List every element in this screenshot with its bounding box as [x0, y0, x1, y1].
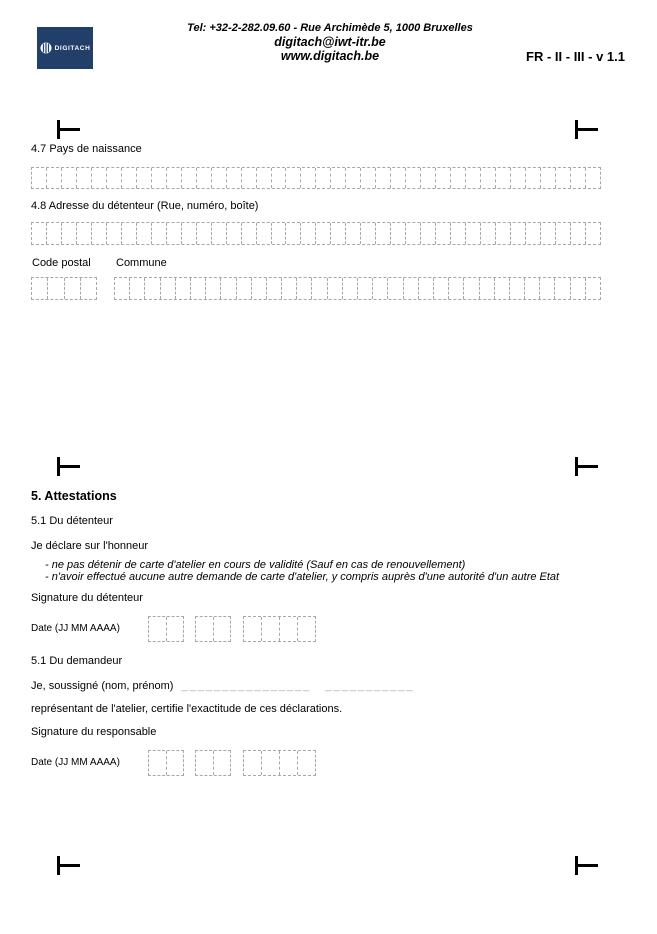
char-cell[interactable]	[92, 223, 107, 244]
char-cell[interactable]	[161, 278, 176, 299]
char-cell[interactable]	[343, 278, 358, 299]
char-cell[interactable]	[280, 617, 298, 641]
char-cell[interactable]	[77, 168, 92, 188]
char-cell[interactable]	[586, 168, 600, 188]
char-cell[interactable]	[122, 223, 137, 244]
char-cell[interactable]	[481, 223, 496, 244]
char-cell[interactable]	[32, 278, 48, 299]
comb-field-adresse[interactable]	[31, 222, 601, 245]
char-cell[interactable]	[331, 168, 346, 188]
char-cell[interactable]	[511, 168, 526, 188]
signature-responsable-label: Signature du responsable	[31, 726, 157, 738]
field-label-adresse: 4.8 Adresse du détenteur (Rue, numéro, boîte)	[31, 200, 259, 212]
char-cell[interactable]	[316, 223, 331, 244]
char-cell[interactable]	[167, 168, 182, 188]
char-cell[interactable]	[496, 168, 511, 188]
char-cell[interactable]	[176, 278, 191, 299]
char-cell[interactable]	[182, 223, 197, 244]
char-cell[interactable]	[167, 617, 184, 641]
char-cell[interactable]	[242, 168, 257, 188]
date-year-field-detenteur[interactable]	[243, 616, 316, 642]
char-cell[interactable]	[466, 223, 481, 244]
char-cell[interactable]	[196, 617, 214, 641]
char-cell[interactable]	[237, 278, 252, 299]
char-cell[interactable]	[361, 223, 376, 244]
char-cell[interactable]	[391, 168, 406, 188]
date-month-field-demandeur[interactable]	[195, 750, 231, 776]
name-prefix-label: Je, soussigné (nom, prénom)	[31, 680, 174, 692]
char-cell[interactable]	[496, 223, 511, 244]
char-cell[interactable]	[197, 223, 212, 244]
char-cell[interactable]	[48, 278, 64, 299]
char-cell[interactable]	[376, 168, 391, 188]
crop-mark-top-right	[575, 120, 598, 139]
char-cell[interactable]	[115, 278, 130, 299]
char-cell[interactable]	[267, 278, 282, 299]
char-cell[interactable]	[449, 278, 464, 299]
char-cell[interactable]	[312, 278, 327, 299]
form-version-code: FR - II - III - v 1.1	[526, 49, 625, 64]
char-cell[interactable]	[526, 168, 541, 188]
char-cell[interactable]	[388, 278, 403, 299]
char-cell[interactable]	[525, 278, 540, 299]
char-cell[interactable]	[571, 278, 586, 299]
char-cell[interactable]	[286, 223, 301, 244]
char-cell[interactable]	[297, 278, 312, 299]
char-cell[interactable]	[191, 278, 206, 299]
crop-mark-bottom-right	[575, 856, 598, 875]
char-cell[interactable]	[346, 223, 361, 244]
char-cell[interactable]	[404, 278, 419, 299]
char-cell[interactable]	[252, 278, 267, 299]
char-cell[interactable]	[526, 223, 541, 244]
char-cell[interactable]	[571, 223, 586, 244]
char-cell[interactable]	[466, 168, 481, 188]
char-cell[interactable]	[137, 168, 152, 188]
char-cell[interactable]	[212, 168, 227, 188]
char-cell[interactable]	[391, 223, 406, 244]
crop-mark-bottom-left	[57, 856, 80, 875]
name-write-in-area-1[interactable]: ________________	[181, 680, 312, 692]
char-cell[interactable]	[511, 223, 526, 244]
char-cell[interactable]	[137, 223, 152, 244]
char-cell[interactable]	[406, 168, 421, 188]
char-cell[interactable]	[541, 168, 556, 188]
char-cell[interactable]	[107, 168, 122, 188]
char-cell[interactable]	[331, 223, 346, 244]
char-cell[interactable]	[47, 168, 62, 188]
comb-field-commune[interactable]	[114, 277, 601, 300]
char-cell[interactable]	[436, 168, 451, 188]
char-cell[interactable]	[495, 278, 510, 299]
date-year-field-demandeur[interactable]	[243, 750, 316, 776]
char-cell[interactable]	[62, 223, 77, 244]
char-cell[interactable]	[451, 168, 466, 188]
char-cell[interactable]	[282, 278, 297, 299]
char-cell[interactable]	[107, 223, 122, 244]
declaration-item-1: - ne pas détenir de carte d'atelier en cours de validité (Sauf en cas de renouvellement)	[45, 559, 466, 571]
char-cell[interactable]	[419, 278, 434, 299]
subsection-du-demandeur: 5.1 Du demandeur	[31, 655, 123, 667]
char-cell[interactable]	[451, 223, 466, 244]
field-label-pays-naissance: 4.7 Pays de naissance	[31, 143, 142, 155]
char-cell[interactable]	[244, 617, 262, 641]
char-cell[interactable]	[298, 751, 315, 775]
char-cell[interactable]	[434, 278, 449, 299]
char-cell[interactable]	[65, 278, 81, 299]
section-title-attestations: 5. Attestations	[31, 489, 117, 503]
char-cell[interactable]	[272, 223, 287, 244]
char-cell[interactable]	[167, 223, 182, 244]
char-cell[interactable]	[556, 168, 571, 188]
subsection-du-detenteur: 5.1 Du détenteur	[31, 515, 113, 527]
char-cell[interactable]	[280, 751, 298, 775]
comb-field-code-postal[interactable]	[31, 277, 97, 300]
char-cell[interactable]	[32, 223, 47, 244]
comb-field-pays-naissance[interactable]	[31, 167, 601, 189]
char-cell[interactable]	[182, 168, 197, 188]
char-cell[interactable]	[272, 168, 287, 188]
char-cell[interactable]	[586, 223, 600, 244]
char-cell[interactable]	[586, 278, 600, 299]
char-cell[interactable]	[206, 278, 221, 299]
char-cell[interactable]	[301, 168, 316, 188]
char-cell[interactable]	[122, 168, 137, 188]
tachograph-disc-icon	[40, 42, 52, 54]
certify-statement: représentant de l'atelier, certifie l'exactitude de ces déclarations.	[31, 703, 343, 715]
char-cell[interactable]	[373, 278, 388, 299]
char-cell[interactable]	[212, 223, 227, 244]
crop-mark-top-left	[57, 120, 80, 139]
char-cell[interactable]	[167, 751, 184, 775]
date-label-demandeur: Date (JJ MM AAAA)	[31, 757, 120, 768]
char-cell[interactable]	[221, 278, 236, 299]
char-cell[interactable]	[77, 223, 92, 244]
char-cell[interactable]	[541, 223, 556, 244]
char-cell[interactable]	[555, 278, 570, 299]
char-cell[interactable]	[301, 223, 316, 244]
date-day-field-detenteur[interactable]	[148, 616, 184, 642]
char-cell[interactable]	[227, 223, 242, 244]
char-cell[interactable]	[464, 278, 479, 299]
char-cell[interactable]	[316, 168, 331, 188]
char-cell[interactable]	[149, 617, 167, 641]
char-cell[interactable]	[81, 278, 96, 299]
char-cell[interactable]	[262, 751, 280, 775]
char-cell[interactable]	[358, 278, 373, 299]
name-write-in-line	[31, 680, 415, 692]
char-cell[interactable]	[346, 168, 361, 188]
char-cell[interactable]	[262, 617, 280, 641]
char-cell[interactable]	[436, 223, 451, 244]
header-email: digitach@iwt-itr.be	[274, 35, 386, 49]
char-cell[interactable]	[556, 223, 571, 244]
char-cell[interactable]	[214, 751, 231, 775]
char-cell[interactable]	[32, 168, 47, 188]
logo-text: DIGITACH	[54, 44, 91, 52]
declaration-item-2: - n'avoir effectué aucune autre demande de carte d'atelier, y compris auprès d'une autorité d'un autre Etat	[45, 571, 560, 583]
char-cell[interactable]	[149, 751, 167, 775]
char-cell[interactable]	[92, 168, 107, 188]
char-cell[interactable]	[244, 751, 262, 775]
char-cell[interactable]	[227, 168, 242, 188]
char-cell[interactable]	[197, 168, 212, 188]
char-cell[interactable]	[361, 168, 376, 188]
char-cell[interactable]	[62, 168, 77, 188]
field-label-commune: Commune	[116, 257, 167, 269]
char-cell[interactable]	[376, 223, 391, 244]
char-cell[interactable]	[480, 278, 495, 299]
char-cell[interactable]	[152, 223, 167, 244]
char-cell[interactable]	[257, 168, 272, 188]
char-cell[interactable]	[328, 278, 343, 299]
crop-mark-middle-right	[575, 457, 598, 476]
char-cell[interactable]	[571, 168, 586, 188]
char-cell[interactable]	[298, 617, 315, 641]
char-cell[interactable]	[421, 168, 436, 188]
name-write-in-area-2[interactable]: ___________	[325, 680, 415, 692]
declaration-intro: Je déclare sur l'honneur	[31, 540, 149, 552]
header-website: www.digitach.be	[280, 49, 380, 63]
char-cell[interactable]	[47, 223, 62, 244]
char-cell[interactable]	[152, 168, 167, 188]
char-cell[interactable]	[145, 278, 160, 299]
field-label-code-postal: Code postal	[32, 257, 91, 269]
digitach-logo	[37, 27, 93, 69]
char-cell[interactable]	[510, 278, 525, 299]
char-cell[interactable]	[286, 168, 301, 188]
date-label-detenteur: Date (JJ MM AAAA)	[31, 623, 120, 634]
char-cell[interactable]	[196, 751, 214, 775]
char-cell[interactable]	[540, 278, 555, 299]
signature-detenteur-label: Signature du détenteur	[31, 592, 143, 604]
char-cell[interactable]	[214, 617, 231, 641]
header-contact-block	[148, 21, 512, 63]
date-day-field-demandeur[interactable]	[148, 750, 184, 776]
crop-mark-middle-left	[57, 457, 80, 476]
header-contact-line: Tel: +32-2-282.09.60 - Rue Archimède 5, 1000 Bruxelles	[187, 22, 473, 34]
char-cell[interactable]	[242, 223, 257, 244]
char-cell[interactable]	[481, 168, 496, 188]
char-cell[interactable]	[130, 278, 145, 299]
char-cell[interactable]	[257, 223, 272, 244]
date-month-field-detenteur[interactable]	[195, 616, 231, 642]
char-cell[interactable]	[406, 223, 421, 244]
char-cell[interactable]	[421, 223, 436, 244]
